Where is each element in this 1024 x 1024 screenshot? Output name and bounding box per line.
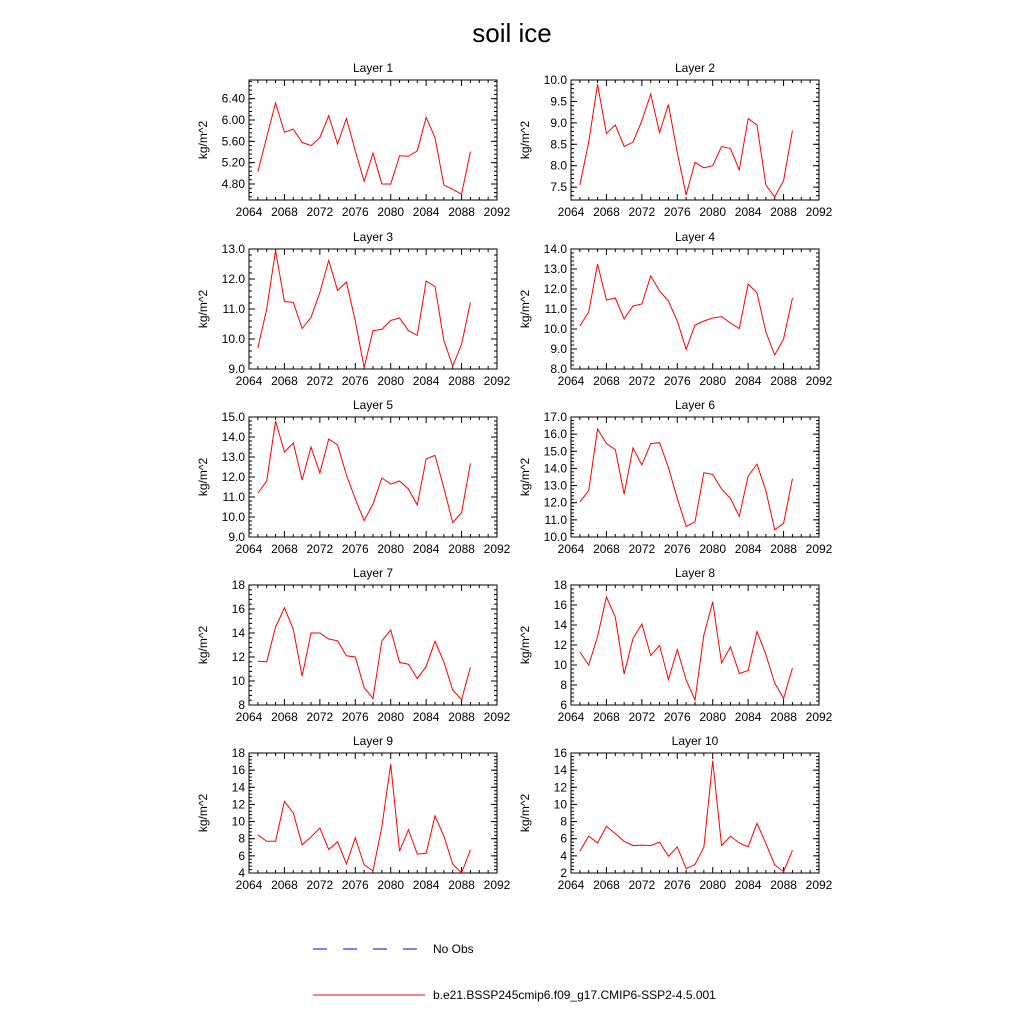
y-tick-label: 11.0 (544, 512, 567, 527)
x-tick-label: 2068 (593, 205, 620, 219)
y-axis-label: kg/m^2 (518, 625, 532, 665)
x-tick-label: 2072 (306, 542, 334, 556)
x-tick-label: 2076 (663, 542, 691, 556)
x-tick-label: 2064 (557, 710, 585, 724)
y-tick-label: 8.0 (550, 158, 567, 173)
x-tick-label: 2092 (805, 542, 833, 556)
x-tick-label: 2072 (628, 374, 656, 388)
x-tick-label: 2092 (805, 205, 833, 219)
y-tick-label: 9.0 (228, 530, 245, 544)
y-tick-label: 14 (553, 763, 567, 778)
x-tick-label: 2064 (235, 710, 263, 724)
x-tick-label: 2064 (557, 542, 585, 556)
panel-title: Layer 1 (352, 61, 394, 75)
x-tick-label: 2080 (699, 542, 727, 556)
x-tick-label: 2068 (271, 710, 298, 724)
y-tick-label: 17.0 (543, 410, 567, 424)
y-axis-label: kg/m^2 (196, 457, 210, 497)
y-tick-label: 10 (231, 814, 245, 829)
y-tick-label: 14 (231, 626, 245, 640)
x-tick-label: 2092 (483, 710, 511, 724)
x-tick-label: 2072 (306, 710, 334, 724)
y-tick-label: 18 (231, 578, 245, 592)
y-tick-label: 14 (231, 780, 245, 795)
x-tick-label: 2084 (734, 878, 762, 892)
y-tick-label: 4.80 (221, 177, 245, 191)
x-tick-label: 2092 (483, 205, 511, 219)
y-tick-label: 18 (231, 746, 245, 760)
x-tick-label: 2076 (663, 710, 691, 724)
y-tick-label: 16.0 (543, 427, 567, 442)
y-tick-label: 9.5 (550, 94, 567, 109)
y-tick-label: 6.00 (221, 113, 245, 127)
x-tick-label: 2072 (628, 542, 656, 556)
x-tick-label: 2088 (770, 374, 797, 388)
y-tick-label: 16 (231, 602, 245, 616)
y-tick-label: 16 (231, 763, 245, 778)
x-tick-label: 2084 (412, 374, 440, 388)
x-tick-label: 2080 (699, 205, 727, 219)
x-tick-label: 2072 (306, 374, 334, 388)
x-tick-label: 2076 (663, 374, 691, 388)
y-tick-label: 6 (238, 848, 245, 863)
x-tick-label: 2068 (593, 542, 620, 556)
x-tick-label: 2088 (448, 205, 475, 219)
y-tick-label: 14.0 (221, 430, 245, 444)
y-axis-label: kg/m^2 (518, 793, 532, 833)
x-tick-label: 2088 (770, 710, 797, 724)
y-axis-label: kg/m^2 (196, 289, 210, 329)
panel-title: Layer 6 (674, 398, 716, 412)
x-tick-label: 2084 (734, 374, 762, 388)
x-tick-label: 2092 (483, 374, 511, 388)
y-tick-label: 5.60 (221, 134, 245, 149)
x-tick-label: 2088 (770, 542, 797, 556)
y-tick-label: 7.5 (550, 180, 567, 195)
x-tick-label: 2084 (412, 205, 440, 219)
x-tick-label: 2080 (699, 710, 727, 724)
figure-title: soil ice (472, 18, 552, 48)
x-tick-label: 2080 (377, 374, 405, 388)
panel-title: Layer 7 (352, 566, 394, 580)
x-tick-label: 2088 (448, 878, 475, 892)
y-tick-label: 2 (560, 866, 567, 880)
x-tick-label: 2088 (770, 205, 797, 219)
panel-title: Layer 9 (352, 734, 394, 748)
y-tick-label: 13.0 (543, 262, 567, 276)
panel-title: Layer 4 (674, 230, 716, 244)
y-tick-label: 4 (560, 848, 567, 863)
y-tick-label: 10.0 (221, 510, 245, 524)
x-tick-label: 2084 (412, 710, 440, 724)
y-tick-label: 18 (553, 578, 567, 592)
y-tick-label: 9.0 (228, 362, 245, 376)
x-tick-label: 2064 (557, 205, 585, 219)
x-tick-label: 2084 (734, 710, 762, 724)
x-tick-label: 2072 (306, 205, 334, 219)
y-tick-label: 10.0 (543, 73, 567, 87)
y-tick-label: 11.0 (222, 302, 245, 316)
x-tick-label: 2064 (235, 205, 263, 219)
x-tick-label: 2072 (306, 878, 334, 892)
x-tick-label: 2068 (593, 710, 620, 724)
panel-title: Layer 3 (352, 230, 394, 244)
x-tick-label: 2092 (483, 542, 511, 556)
x-tick-label: 2080 (377, 205, 405, 219)
y-tick-label: 12.0 (543, 282, 567, 296)
x-tick-label: 2064 (235, 374, 263, 388)
x-tick-label: 2068 (271, 374, 298, 388)
x-tick-label: 2084 (412, 878, 440, 892)
y-axis-label: kg/m^2 (196, 625, 210, 665)
y-tick-label: 15.0 (543, 444, 567, 459)
y-tick-label: 6 (560, 698, 567, 712)
y-tick-label: 8 (560, 678, 567, 692)
x-tick-label: 2068 (593, 878, 620, 892)
y-tick-label: 14.0 (543, 242, 567, 256)
x-tick-label: 2068 (593, 374, 620, 388)
panel-title: Layer 8 (674, 566, 716, 580)
x-tick-label: 2080 (377, 542, 405, 556)
x-tick-label: 2076 (341, 205, 369, 219)
y-tick-label: 6 (560, 831, 567, 846)
panel-title: Layer 10 (671, 734, 719, 748)
y-tick-label: 10 (231, 674, 245, 688)
y-tick-label: 8 (560, 814, 567, 829)
x-tick-label: 2064 (557, 878, 585, 892)
y-tick-label: 5.20 (221, 155, 245, 170)
y-tick-label: 9.0 (550, 115, 567, 130)
x-tick-label: 2076 (341, 710, 369, 724)
y-tick-label: 10 (553, 658, 567, 672)
x-tick-label: 2076 (341, 878, 369, 892)
y-tick-label: 16 (553, 746, 567, 760)
x-tick-label: 2092 (805, 878, 833, 892)
y-tick-label: 8 (238, 831, 245, 846)
y-tick-label: 9.0 (550, 342, 567, 356)
y-tick-label: 12 (231, 650, 245, 664)
y-tick-label: 8.0 (550, 362, 567, 376)
x-tick-label: 2088 (770, 878, 797, 892)
y-tick-label: 10 (553, 797, 567, 812)
y-tick-label: 12 (553, 780, 567, 795)
y-tick-label: 10.0 (543, 530, 567, 544)
y-tick-label: 13.0 (221, 242, 245, 256)
y-tick-label: 15.0 (221, 410, 245, 424)
y-tick-label: 12 (231, 797, 245, 812)
x-tick-label: 2088 (448, 374, 475, 388)
x-tick-label: 2068 (271, 205, 298, 219)
y-tick-label: 12 (553, 638, 567, 652)
x-tick-label: 2080 (377, 878, 405, 892)
x-tick-label: 2068 (271, 878, 298, 892)
y-tick-label: 8.5 (550, 137, 567, 152)
y-tick-label: 13.0 (543, 478, 567, 493)
x-tick-label: 2076 (341, 374, 369, 388)
y-axis-label: kg/m^2 (518, 289, 532, 329)
x-tick-label: 2080 (699, 878, 727, 892)
y-tick-label: 8 (238, 698, 245, 712)
x-tick-label: 2072 (628, 710, 656, 724)
x-tick-label: 2068 (271, 542, 298, 556)
y-tick-label: 11.0 (222, 490, 245, 504)
y-tick-label: 4 (238, 866, 245, 880)
x-tick-label: 2080 (377, 710, 405, 724)
y-axis-label: kg/m^2 (196, 793, 210, 833)
y-tick-label: 12.0 (221, 272, 245, 286)
y-tick-label: 14 (553, 618, 567, 632)
x-tick-label: 2072 (628, 878, 656, 892)
y-tick-label: 10.0 (221, 332, 245, 346)
x-tick-label: 2076 (663, 205, 691, 219)
y-axis-label: kg/m^2 (518, 457, 532, 497)
legend-model-label: b.e21.BSSP245cmip6.f09_g17.CMIP6-SSP2-4.5.001 (433, 988, 716, 1002)
x-tick-label: 2064 (235, 878, 263, 892)
panel-title: Layer 2 (674, 61, 716, 75)
x-tick-label: 2064 (235, 542, 263, 556)
y-tick-label: 11.0 (544, 302, 567, 316)
panel-title: Layer 5 (352, 398, 394, 412)
x-tick-label: 2092 (483, 878, 511, 892)
x-tick-label: 2076 (663, 878, 691, 892)
y-tick-label: 10.0 (543, 322, 567, 336)
y-tick-label: 12.0 (543, 495, 567, 510)
y-tick-label: 16 (553, 598, 567, 612)
x-tick-label: 2088 (448, 710, 475, 724)
x-tick-label: 2092 (805, 374, 833, 388)
x-tick-label: 2084 (734, 205, 762, 219)
x-tick-label: 2084 (412, 542, 440, 556)
y-tick-label: 13.0 (221, 450, 245, 464)
x-tick-label: 2064 (557, 374, 585, 388)
x-tick-label: 2088 (448, 542, 475, 556)
y-tick-label: 6.40 (221, 91, 245, 106)
x-tick-label: 2076 (341, 542, 369, 556)
x-tick-label: 2072 (628, 205, 656, 219)
legend-obs-label: No Obs (433, 942, 474, 956)
x-tick-label: 2084 (734, 542, 762, 556)
x-tick-label: 2080 (699, 374, 727, 388)
y-axis-label: kg/m^2 (518, 120, 532, 160)
y-tick-label: 14.0 (543, 461, 567, 476)
x-tick-label: 2092 (805, 710, 833, 724)
y-tick-label: 12.0 (221, 470, 245, 484)
y-axis-label: kg/m^2 (196, 120, 210, 160)
